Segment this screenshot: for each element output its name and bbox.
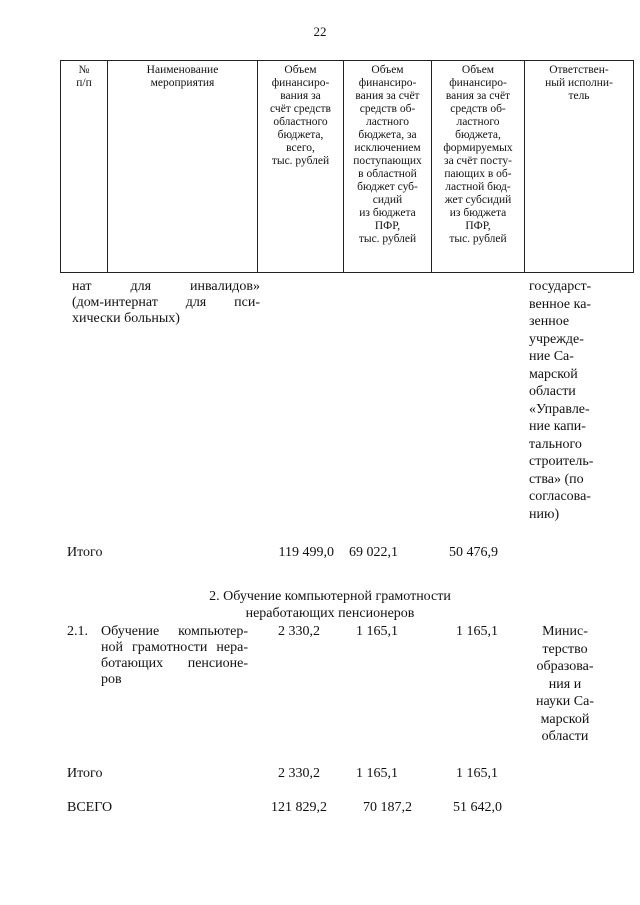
subtotal-label: Итого — [67, 545, 103, 560]
subtotal-pfr: 50 476,9 — [449, 545, 498, 560]
name-line: ной грамотности нера- — [101, 640, 248, 655]
subtotal-excl: 69 022,1 — [349, 545, 398, 560]
row-2-1-name — [101, 624, 248, 688]
subtotal-label: Итого — [67, 766, 103, 781]
row-2-1-total: 2 330,2 — [278, 624, 320, 639]
name-line: хически больных) — [72, 311, 180, 326]
header-col-responsible: Ответствен- ный исполни- тель — [524, 60, 634, 273]
grand-total-pfr: 51 642,0 — [453, 800, 502, 815]
table-header — [60, 60, 634, 275]
grand-total-excl: 70 187,2 — [363, 800, 412, 815]
header-col-excl: Объем финансиро- вания за счёт средств об- ластного бюджета, за исключением поступающих в областной бюджет суб- сидий из бюджета ПФР, тыс. рублей — [343, 60, 431, 273]
name-line: нат для инвалидов» — [72, 279, 260, 294]
row-number: 2.1. — [67, 624, 88, 639]
header-col-number: № п/п — [60, 60, 107, 273]
continued-row-responsible: государст- венное ка- зенное учрежде- ние Са- марской области «Управле- ние капи- тального строитель- ства» (по согласова- нию) — [529, 279, 594, 522]
continued-row-name — [72, 279, 260, 327]
subtotal-total: 2 330,2 — [278, 766, 320, 781]
subtotal-total: 119 499,0 — [278, 545, 334, 560]
section-title: 2. Обучение компьютерной грамотности неработающих пенсионеров — [209, 589, 451, 621]
row-2-1-responsible: Минис- терство образова- ния и науки Са- марской области — [535, 624, 594, 744]
header-col-total: Объем финансиро- вания за счёт средств областного бюджета, всего, тыс. рублей — [257, 60, 343, 273]
name-line: (дом-интернат для пси- — [72, 295, 260, 310]
page-number: 22 — [313, 24, 327, 39]
header-col-name: Наименование мероприятия — [107, 60, 257, 273]
subtotal-excl: 1 165,1 — [356, 766, 398, 781]
name-line: Обучение компьютер- — [101, 624, 248, 639]
grand-total-label: ВСЕГО — [67, 800, 113, 815]
row-2-1-pfr: 1 165,1 — [456, 624, 498, 639]
grand-total-total: 121 829,2 — [271, 800, 327, 815]
subtotal-pfr: 1 165,1 — [456, 766, 498, 781]
name-line: ров — [101, 672, 122, 687]
header-col-pfr: Объем финансиро- вания за счёт средств об- ластного бюджета, формируемых за счёт посту- пающих в об- ластной бюд- жет субсидий из бюджета ПФР, тыс. рублей — [431, 60, 524, 273]
name-line: ботающих пенсионе- — [101, 656, 248, 671]
row-2-1-excl: 1 165,1 — [356, 624, 398, 639]
